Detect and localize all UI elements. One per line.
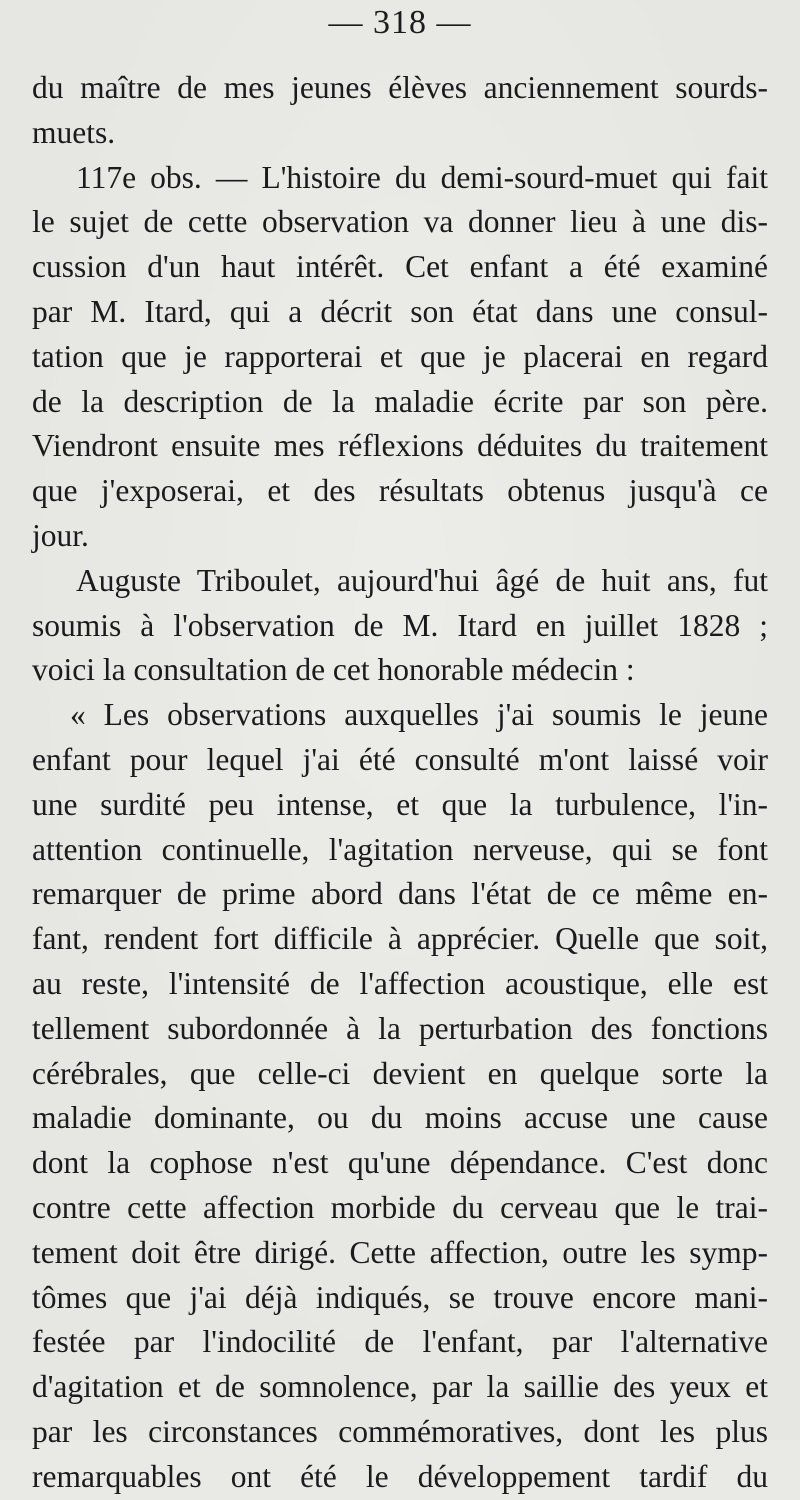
text-line: tômes que j'ai déjà indiqués, se trouve encore mani- (32, 1279, 768, 1315)
text-line: attention continuelle, l'agitation nerveuse, qui se font (32, 831, 768, 867)
text-line: d'agitation et de somnolence, par la saillie des yeux et (32, 1369, 768, 1405)
page-number: — 318 — (328, 4, 472, 41)
text-line: enfant pour lequel j'ai été consulté m'ont laissé voir (32, 741, 768, 777)
text-line: remarquables ont été le développement tardif du (32, 1458, 768, 1494)
text-line: cussion d'un haut intérêt. Cet enfant a été examiné (32, 249, 768, 285)
text-line: au reste, l'intensité de l'affection acoustique, elle est (32, 965, 768, 1001)
text-line: fant, rendent fort difficile à apprécier. Quelle que soit, (32, 921, 768, 957)
body-text (32, 66, 768, 1500)
text-line: soumis à l'observation de M. Itard en juillet 1828 ; (32, 607, 768, 643)
text-line: tation que je rapporterai et que je placerai en regard (32, 338, 768, 374)
text-line: « Les observations auxquelles j'ai soumis le jeune (70, 697, 768, 733)
text-line: que j'exposerai, et des résultats obtenus jusqu'à ce (32, 473, 768, 509)
text-line: le sujet de cette observation va donner lieu à une dis- (32, 204, 768, 240)
text-line: muets. (32, 114, 116, 150)
text-line: Viendront ensuite mes réflexions déduites du traitement (32, 428, 768, 464)
text-line: contre cette affection morbide du cerveau que le trai- (32, 1189, 768, 1225)
text-line: du maître de mes jeunes élèves anciennement sourds- (32, 70, 768, 105)
text-line: une surdité peu intense, et que la turbulence, l'in- (32, 786, 768, 822)
text-line: Auguste Triboulet, aujourd'hui âgé de huit ans, fut (76, 562, 768, 598)
text-line: dont la cophose n'est qu'une dépendance. C'est donc (32, 1145, 768, 1181)
text-line: remarquer de prime abord dans l'état de ce même en- (32, 876, 768, 912)
text-line: cérébrales, que celle-ci devient en quelque sorte la (32, 1055, 768, 1091)
text-line: par les circonstances commémoratives, dont les plus (32, 1413, 768, 1449)
text-line: tellement subordonnée à la perturbation des fonctions (32, 1010, 768, 1046)
text-line: jour. (32, 517, 89, 553)
text-line: 117e obs. — L'histoire du demi-sourd-muet qui fait (76, 159, 768, 195)
text-line: maladie dominante, ou du moins accuse une cause (32, 1100, 768, 1136)
text-line: tement doit être dirigé. Cette affection, outre les symp- (32, 1234, 768, 1270)
text-line: festée par l'indocilité de l'enfant, par l'alternative (32, 1324, 768, 1360)
text-line: de la description de la maladie écrite par son père. (32, 383, 768, 419)
text-line: voici la consultation de cet honorable médecin : (32, 652, 635, 688)
text-line: par M. Itard, qui a décrit son état dans une consul- (32, 293, 768, 329)
